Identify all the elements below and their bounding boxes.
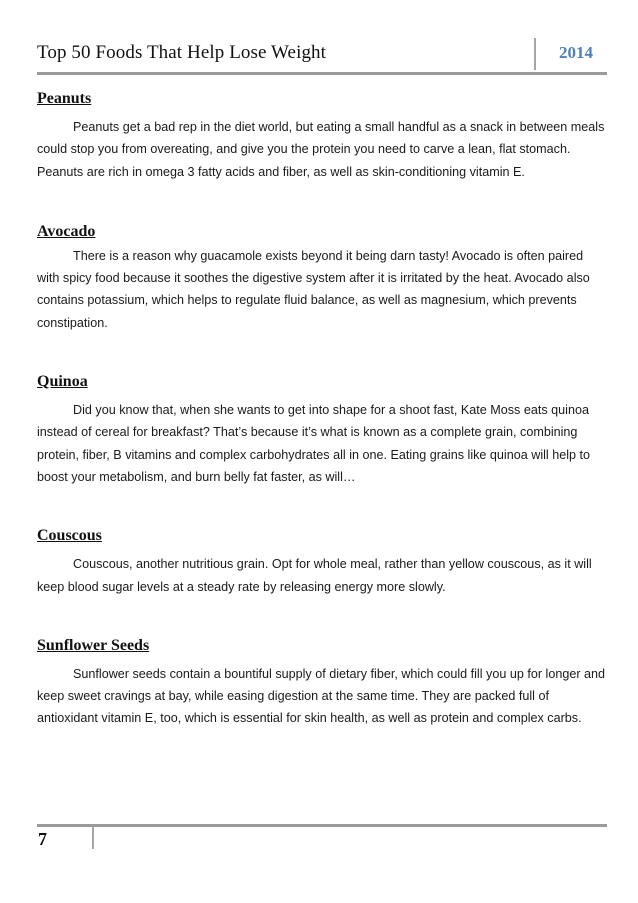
- section-quinoa: [37, 371, 607, 488]
- header-title: Top 50 Foods That Help Lose Weight: [37, 42, 327, 63]
- header-rule: [37, 72, 607, 75]
- section-title-sunflower-seeds: Sunflower Seeds: [37, 636, 150, 654]
- section-body-avocado: There is a reason why guacamole exists beyond it being darn tasty! Avocado is often paired with spicy food because it soothes the digestive system after it is irritated by the heat. Avocado also contains potassium, which helps to regulate fluid balance, as well as magnesium, which prevents constipation.: [37, 248, 590, 330]
- section-title-avocado: Avocado: [37, 222, 96, 240]
- section-body-couscous: Couscous, another nutritious grain. Opt for whole meal, rather than yellow couscous, as it will keep blood sugar levels at a steady rate by releasing energy more slowly.: [37, 557, 592, 594]
- section-title-quinoa: Quinoa: [37, 373, 88, 391]
- footer-divider: [92, 827, 94, 849]
- page-number: 7: [38, 829, 47, 849]
- header-divider: [534, 38, 536, 70]
- section-title-couscous: Couscous: [37, 527, 102, 545]
- section-peanuts: [37, 88, 607, 183]
- section-body-peanuts: Peanuts get a bad rep in the diet world, but eating a small handful as a snack in between meals could stop you from overeating, and give you the protein you need to carve a lean, flat stomach. Peanuts are rich in omega 3 fatty acids and fiber, as well as skin-conditioning vitamin E.: [37, 120, 605, 179]
- page-content: [37, 88, 607, 730]
- section-body-sunflower-seeds: Sunflower seeds contain a bountiful supply of dietary fiber, which could fill you up for longer and keep sweet cravings at bay, while easing digestion at the same time. They are packed full of antioxidant vitamin E, too, which is essential for skin health, as well as protein and complex carbs.: [37, 666, 606, 726]
- section-avocado: [37, 221, 607, 334]
- header-year: 2014: [559, 43, 593, 62]
- section-title-peanuts: Peanuts: [37, 90, 92, 107]
- section-couscous: [37, 525, 607, 598]
- footer-rule: [37, 824, 607, 827]
- page-header: [37, 38, 607, 74]
- section-sunflower-seeds: [37, 635, 607, 730]
- section-body-quinoa: Did you know that, when she wants to get into shape for a shoot fast, Kate Moss eats quinoa instead of cereal for breakfast? That’s because it’s what is known as a complete grain, combining protein, fiber, B vitamins and complex carbohydrates all in one. Eating grains like quinoa will help to boost your metabolism, and burn belly fat faster, as will…: [37, 403, 591, 484]
